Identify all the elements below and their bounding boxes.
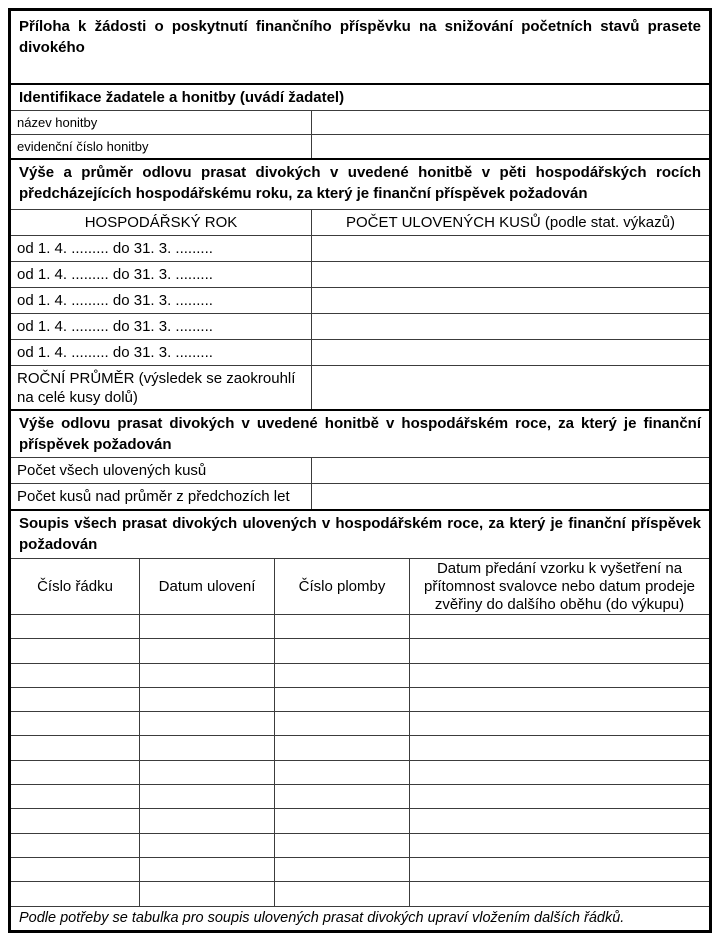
harvest-average-input-cell[interactable]: [312, 366, 709, 409]
catch-cell-datum-uloveni[interactable]: [140, 688, 275, 711]
harvest-average-row: [11, 365, 709, 409]
field-row-pocet-vsech: [11, 457, 709, 483]
catch-cell-datum-uloveni[interactable]: [140, 639, 275, 662]
catch-cell-cislo-radku[interactable]: [11, 712, 140, 735]
harvest-year-label: od 1. 4. ......... do 31. 3. .........: [11, 262, 312, 287]
catch-cell-datum-predani[interactable]: [410, 858, 709, 881]
harvest-history-heading: Výše a průměr odlovu prasat divokých v uvedené honitbě v pěti hospodářských rocích předcházejících hospodářskému roku, za který je finanční příspěvek požadován: [19, 164, 701, 202]
catch-cell-cislo-radku[interactable]: [11, 639, 140, 662]
form-page: [8, 8, 712, 933]
catch-cell-datum-uloveni[interactable]: [140, 761, 275, 784]
catch-cell-datum-predani[interactable]: [410, 712, 709, 735]
catch-cell-cislo-radku[interactable]: [11, 834, 140, 857]
catch-cell-cislo-radku[interactable]: [11, 736, 140, 759]
field-label-pocet-vsech: Počet všech ulovených kusů: [11, 458, 312, 483]
catch-cell-datum-uloveni[interactable]: [140, 834, 275, 857]
field-label-evidencni-cislo: evidenční číslo honitby: [11, 135, 312, 158]
section-identification: [11, 83, 709, 158]
field-row-nazev-honitby: [11, 110, 709, 134]
catch-cell-cislo-plomby[interactable]: [275, 639, 410, 662]
harvest-year-input-cell[interactable]: [312, 262, 709, 287]
catch-cell-cislo-plomby[interactable]: [275, 785, 410, 808]
catch-cell-cislo-plomby[interactable]: [275, 834, 410, 857]
field-input-pocet-nad-prumer[interactable]: [312, 484, 709, 509]
catch-cell-cislo-plomby[interactable]: [275, 736, 410, 759]
section-current-year: [11, 409, 709, 509]
col-header-cislo-radku: Číslo řádku: [11, 559, 140, 614]
catch-cell-cislo-radku[interactable]: [11, 615, 140, 638]
col-header-pocet-ulovenych: POČET ULOVENÝCH KUSŮ (podle stat. výkazů): [346, 214, 675, 231]
harvest-year-label: od 1. 4. ......... do 31. 3. .........: [11, 288, 312, 313]
catch-cell-datum-uloveni[interactable]: [140, 785, 275, 808]
catch-cell-datum-uloveni[interactable]: [140, 882, 275, 905]
catch-cell-cislo-radku[interactable]: [11, 858, 140, 881]
catch-cell-cislo-plomby[interactable]: [275, 858, 410, 881]
catch-cell-cislo-plomby[interactable]: [275, 664, 410, 687]
col-header-hospodarsky-rok: HOSPODÁŘSKÝ ROK: [11, 210, 312, 235]
catch-cell-datum-predani[interactable]: [410, 882, 709, 905]
harvest-year-label: od 1. 4. ......... do 31. 3. .........: [11, 314, 312, 339]
catch-cell-cislo-radku[interactable]: [11, 882, 140, 905]
catch-cell-datum-uloveni[interactable]: [140, 712, 275, 735]
catch-table-row: [11, 711, 709, 735]
field-input-pocet-vsech[interactable]: [312, 458, 709, 483]
harvest-year-input-cell[interactable]: [312, 340, 709, 365]
harvest-year-row: [11, 261, 709, 287]
catch-table-row: [11, 833, 709, 857]
catch-cell-cislo-radku[interactable]: [11, 785, 140, 808]
field-input-nazev-honitby[interactable]: [312, 111, 709, 134]
catch-cell-datum-uloveni[interactable]: [140, 858, 275, 881]
catch-cell-cislo-plomby[interactable]: [275, 809, 410, 832]
identification-heading: Identifikace žadatele a honitby (uvádí žadatel): [19, 89, 345, 106]
harvest-average-label: ROČNÍ PRŮMĚR (výsledek se zaokrouhlí na celé kusy dolů): [11, 366, 312, 409]
col-header-datum-uloveni: Datum ulovení: [140, 559, 275, 614]
harvest-year-input-cell[interactable]: [312, 236, 709, 261]
catch-table-row: [11, 614, 709, 638]
catch-cell-datum-uloveni[interactable]: [140, 809, 275, 832]
harvest-year-input-cell[interactable]: [312, 314, 709, 339]
catch-cell-cislo-plomby[interactable]: [275, 615, 410, 638]
catch-table-row: [11, 760, 709, 784]
harvest-year-row: [11, 235, 709, 261]
catch-cell-datum-predani[interactable]: [410, 809, 709, 832]
catch-cell-datum-predani[interactable]: [410, 736, 709, 759]
catch-cell-datum-predani[interactable]: [410, 761, 709, 784]
col-header-cislo-plomby: Číslo plomby: [275, 559, 410, 614]
catch-cell-cislo-plomby[interactable]: [275, 712, 410, 735]
catch-cell-datum-uloveni[interactable]: [140, 615, 275, 638]
catch-cell-datum-predani[interactable]: [410, 664, 709, 687]
catch-cell-datum-uloveni[interactable]: [140, 736, 275, 759]
harvest-year-row: [11, 287, 709, 313]
catch-cell-datum-predani[interactable]: [410, 688, 709, 711]
field-row-pocet-nad-prumer: [11, 483, 709, 509]
catch-cell-cislo-radku[interactable]: [11, 809, 140, 832]
field-label-nazev-honitby: název honitby: [11, 111, 312, 134]
harvest-year-label: od 1. 4. ......... do 31. 3. .........: [11, 236, 312, 261]
field-row-evidencni-cislo: [11, 134, 709, 158]
catch-table-row: [11, 808, 709, 832]
catch-table-row: [11, 735, 709, 759]
catch-table-row: [11, 881, 709, 905]
section-harvest-history: [11, 158, 709, 409]
catch-cell-cislo-plomby[interactable]: [275, 761, 410, 784]
catch-cell-datum-predani[interactable]: [410, 615, 709, 638]
field-label-pocet-nad-prumer: Počet kusů nad průměr z předchozích let: [11, 484, 312, 509]
catch-cell-datum-predani[interactable]: [410, 834, 709, 857]
form-title: Příloha k žádosti o poskytnutí finančního příspěvku na snižování početních stavů prasete divokého: [19, 18, 701, 56]
catch-cell-datum-predani[interactable]: [410, 639, 709, 662]
catch-cell-datum-uloveni[interactable]: [140, 664, 275, 687]
catch-cell-cislo-radku[interactable]: [11, 761, 140, 784]
catch-list-heading: Soupis všech prasat divokých ulovených v hospodářském roce, za který je finanční příspěvek požadován: [19, 515, 701, 553]
catch-cell-cislo-plomby[interactable]: [275, 882, 410, 905]
col-header-datum-predani-vzorku: Datum předání vzorku k vyšetření na přítomnost svalovce nebo datum prodeje zvěřiny do dalšího oběhu (do výkupu): [424, 559, 695, 613]
catch-table-row: [11, 663, 709, 687]
harvest-table-header: [11, 209, 709, 235]
catch-table-row: [11, 784, 709, 808]
catch-cell-cislo-radku[interactable]: [11, 688, 140, 711]
catch-table-row: [11, 687, 709, 711]
catch-table-body: [11, 614, 709, 906]
catch-table-row: [11, 638, 709, 662]
harvest-year-row: [11, 339, 709, 365]
harvest-year-rows: [11, 235, 709, 365]
catch-table-row: [11, 857, 709, 881]
harvest-year-input-cell[interactable]: [312, 288, 709, 313]
current-year-heading: Výše odlovu prasat divokých v uvedené honitbě v hospodářském roce, za který je finanční příspěvek požadován: [19, 415, 701, 453]
table-footnote: Podle potřeby se tabulka pro soupis ulovených prasat divokých upraví vložením dalších řádků.: [11, 906, 709, 930]
field-input-evidencni-cislo[interactable]: [312, 135, 709, 158]
catch-table-header: [11, 558, 709, 614]
harvest-year-row: [11, 313, 709, 339]
catch-cell-datum-predani[interactable]: [410, 785, 709, 808]
section-catch-list: [11, 509, 709, 930]
catch-cell-cislo-radku[interactable]: [11, 664, 140, 687]
harvest-year-label: od 1. 4. ......... do 31. 3. .........: [11, 340, 312, 365]
catch-cell-cislo-plomby[interactable]: [275, 688, 410, 711]
